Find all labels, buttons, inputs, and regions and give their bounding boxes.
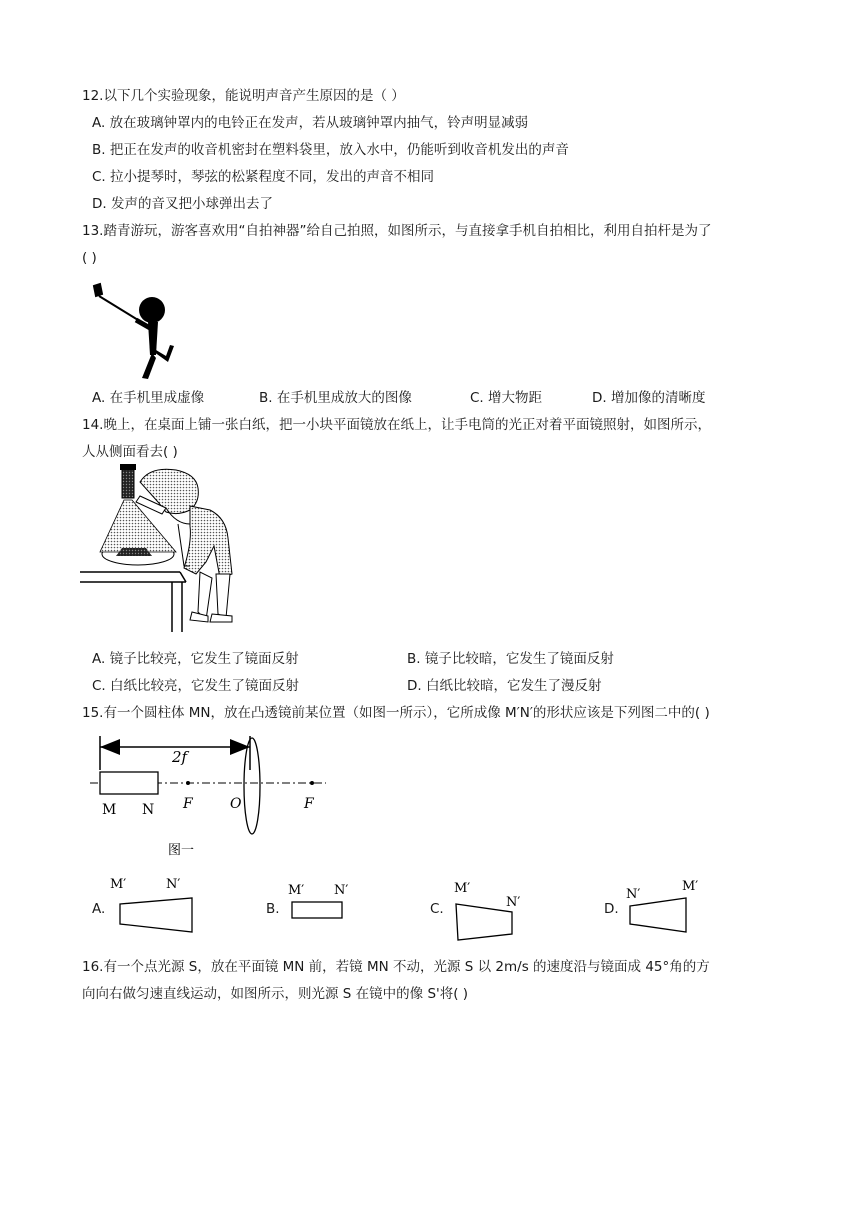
- q13-stem-line2: ( ): [82, 250, 97, 266]
- q14-option-d: D. 白纸比较暗，它发生了漫反射: [407, 678, 602, 694]
- q15-choice-c-shape: [446, 878, 546, 946]
- q15-choice-c-letter: C.: [430, 901, 444, 917]
- q12-option-b: B. 把正在发声的收音机密封在塑料袋里，放入水中，仍能听到收音机发出的声音: [92, 142, 569, 158]
- q15-choice-b-letter: B.: [266, 901, 280, 917]
- q15-choice-a-letter: A.: [92, 901, 106, 917]
- label-o: O: [230, 796, 242, 812]
- choice-a-right-label: N′: [166, 877, 181, 892]
- q15-choice-b-shape: [284, 880, 374, 924]
- choice-b-left-label: M′: [288, 883, 305, 898]
- choice-c-left-label: M′: [454, 881, 471, 896]
- q13-stem-line1: 13.踏青游玩，游客喜欢用“自拍神器”给自己拍照，如图所示，与直接拿手机自拍相比，利用自拍杆是为了: [82, 223, 712, 239]
- choice-b-right-label: N′: [334, 883, 349, 898]
- q13-option-a: A. 在手机里成虚像: [92, 390, 205, 406]
- choice-a-left-label: M′: [110, 877, 127, 892]
- q14-stem-line2: 人从侧面看去( ): [82, 444, 178, 460]
- q14-option-b: B. 镜子比较暗，它发生了镜面反射: [407, 651, 614, 667]
- choice-d-right-label: M′: [682, 879, 699, 894]
- q15-choice-d-shape: [622, 876, 722, 940]
- q12-stem: 12.以下几个实验现象，能说明声音产生原因的是（ ）: [82, 88, 405, 104]
- q12-option-a: A. 放在玻璃钟罩内的电铃正在发声，若从玻璃钟罩内抽气，铃声明显减弱: [92, 115, 529, 131]
- label-2f: 2f: [172, 748, 188, 766]
- selfie-stick-figure: [84, 280, 184, 380]
- choice-c-right-label: N′: [506, 895, 521, 910]
- q13-option-c: C. 增大物距: [470, 390, 543, 406]
- q14-stem-line1: 14.晚上，在桌面上铺一张白纸，把一小块平面镜放在纸上，让手电筒的光正对着平面镜照射，如图所示，: [82, 417, 711, 433]
- q14-option-a: A. 镜子比较亮，它发生了镜面反射: [92, 651, 299, 667]
- q12-option-c: C. 拉小提琴时，琴弦的松紧程度不同，发出的声音不相同: [92, 169, 435, 185]
- label-m: M: [102, 802, 117, 818]
- flashlight-mirror-figure: [80, 462, 240, 634]
- q12-option-d: D. 发声的音叉把小球弹出去了: [92, 196, 273, 212]
- q15-choice-d-letter: D.: [604, 901, 619, 917]
- q16-stem-line1: 16.有一个点光源 S，放在平面镜 MN 前，若镜 MN 不动，光源 S 以 2m/s 的速度沿与镜面成 45°角的方: [82, 959, 710, 975]
- q16-stem-line2: 向向右做匀速直线运动，如图所示，则光源 S 在镜中的像 S'将( ): [82, 986, 469, 1002]
- q13-option-d: D. 增加像的清晰度: [592, 390, 706, 406]
- q14-option-c: C. 白纸比较亮，它发生了镜面反射: [92, 678, 300, 694]
- q15-stem: 15.有一个圆柱体 MN，放在凸透镜前某位置（如图一所示），它所成像 M′N′的形状应该是下列图二中的( ): [82, 705, 710, 721]
- q13-option-b: B. 在手机里成放大的图像: [259, 390, 412, 406]
- label-n: N: [142, 802, 155, 818]
- lens-diagram-figure-1: [90, 730, 340, 860]
- label-f-right: F: [304, 796, 314, 812]
- figure-caption: 图一: [168, 843, 195, 858]
- choice-d-left-label: N′: [626, 887, 641, 902]
- q15-choice-a-shape: [108, 872, 208, 936]
- label-f-left: F: [183, 796, 193, 812]
